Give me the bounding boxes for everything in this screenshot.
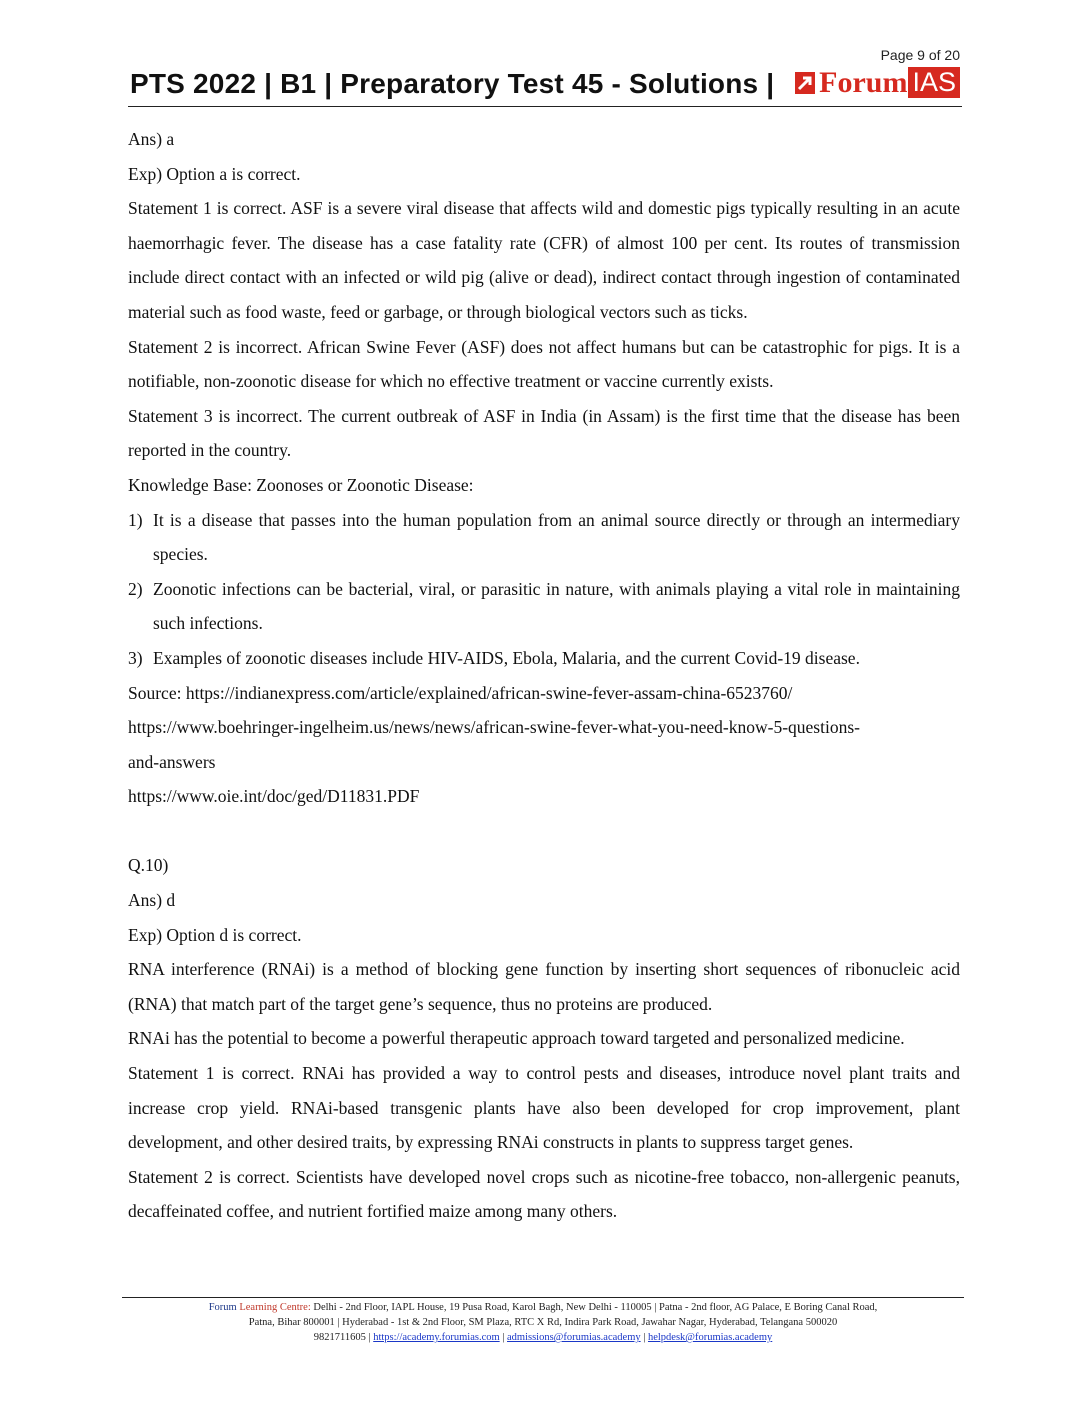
list-text: It is a disease that passes into the human population from an animal source directly or through an intermediary species.	[153, 509, 960, 565]
list-item	[128, 572, 960, 641]
list-item	[128, 503, 960, 572]
q10-answer: Ans) d	[128, 890, 176, 911]
page-number: Page 9 of 20	[880, 47, 960, 63]
document-title: PTS 2022 | B1 | Preparatory Test 45 - Solutions |	[130, 68, 775, 99]
arrow-logo-icon	[795, 72, 815, 94]
list-number: 2)	[128, 578, 143, 599]
footer-brand-learning-centre: Learning Centre:	[239, 1302, 311, 1313]
footer-brand-forum: Forum	[208, 1302, 237, 1313]
q9-statement-3: Statement 3 is incorrect. The current outbreak of ASF in India (in Assam) is the first time that the disease has been reported in the country.	[128, 405, 960, 461]
q9-statement-2: Statement 2 is incorrect. African Swine Fever (ASF) does not affect humans but can be catastrophic for pigs. It is a notifiable, non-zoonotic disease for which no effective treatment or vaccine currently exists.	[128, 336, 960, 392]
source-link-2-continued[interactable]: and-answers	[128, 751, 216, 772]
footer-separator: |	[502, 1332, 505, 1343]
page-content	[128, 122, 960, 1229]
footer-separator: |	[643, 1332, 646, 1343]
list-text: Examples of zoonotic diseases include HIV-AIDS, Ebola, Malaria, and the current Covid-19 disease.	[153, 647, 860, 668]
list-number: 3)	[128, 647, 143, 668]
page-header	[128, 62, 962, 107]
source-link-1[interactable]: Source: https://indianexpress.com/article/explained/african-swine-fever-assam-china-6523760/	[128, 682, 793, 703]
q10-explanation: Exp) Option d is correct.	[128, 924, 302, 945]
footer-phone: 9821711605 |	[313, 1332, 371, 1343]
page-footer	[122, 1297, 964, 1345]
footer-address-2: Patna, Bihar 800001 | Hyderabad - 1st & 2nd Floor, SM Plaza, RTC X Rd, Indira Park Road, Jawahar Nagar, Hyderabad, Telangana 500020	[248, 1317, 838, 1328]
q9-answer: Ans) a	[128, 129, 175, 149]
list-item	[128, 641, 960, 676]
list-number: 1)	[128, 509, 143, 530]
footer-line-1	[122, 1300, 964, 1315]
knowledge-base-heading: Knowledge Base: Zoonoses or Zoonotic Disease:	[128, 474, 474, 495]
footer-link-academy[interactable]: https://academy.forumias.com	[373, 1332, 500, 1343]
forumias-logo	[795, 64, 960, 98]
footer-link-admissions[interactable]: admissions@forumias.academy	[507, 1332, 641, 1343]
q9-explanation: Exp) Option a is correct.	[128, 163, 301, 184]
footer-contacts	[122, 1330, 964, 1345]
q10-number: Q.10)	[128, 855, 169, 876]
logo-ias-text: IAS	[908, 67, 960, 98]
q9-statement-1: Statement 1 is correct. ASF is a severe viral disease that affects wild and domestic pigs typically resulting in an acute haemorrhagic fever. The disease has a case fatality rate (CFR) of almost 100 per cent. Its routes of transmission include direct contact with an infected or wild pig (alive or dead), indirect contact through ingestion of contaminated material such as food waste, feed or garbage, or through biological vectors such as ticks.	[128, 198, 960, 322]
spacer	[128, 814, 960, 849]
logo-forum-text: Forum	[819, 66, 908, 99]
footer-link-helpdesk[interactable]: helpdesk@forumias.academy	[647, 1332, 773, 1343]
source-link-3[interactable]: https://www.oie.int/doc/ged/D11831.PDF	[128, 786, 420, 807]
q10-paragraph-2: RNAi has the potential to become a powerful therapeutic approach toward targeted and personalized medicine.	[128, 1028, 905, 1049]
source-link-2[interactable]: https://www.boehringer-ingelheim.us/news/news/african-swine-fever-what-you-need-know-5-questions-	[128, 717, 860, 738]
q10-paragraph-1: RNA interference (RNAi) is a method of blocking gene function by inserting short sequences of ribonucleic acid (RNA) that match part of the target gene’s sequence, thus no proteins are produced.	[128, 959, 960, 1014]
list-text: Zoonotic infections can be bacterial, viral, or parasitic in nature, with animals playing a vital role in maintaining such infections.	[153, 578, 960, 634]
q10-statement-1: Statement 1 is correct. RNAi has provided a way to control pests and diseases, introduce novel plant traits and increase crop yield. RNAi-based transgenic plants have also been developed for crop improvement, plant development, and other desired traits, by expressing RNAi constructs in plants to suppress target genes.	[128, 1063, 960, 1153]
q10-statement-2: Statement 2 is correct. Scientists have developed novel crops such as nicotine-free tobacco, non-allergenic peanuts, decaffeinated coffee, and nutrient fortified maize among many others.	[128, 1166, 960, 1222]
footer-address-1: Delhi - 2nd Floor, IAPL House, 19 Pusa Road, Karol Bagh, New Delhi - 110005 | Patna - 2nd floor, AG Palace, E Boring Canal Road,	[313, 1302, 878, 1313]
